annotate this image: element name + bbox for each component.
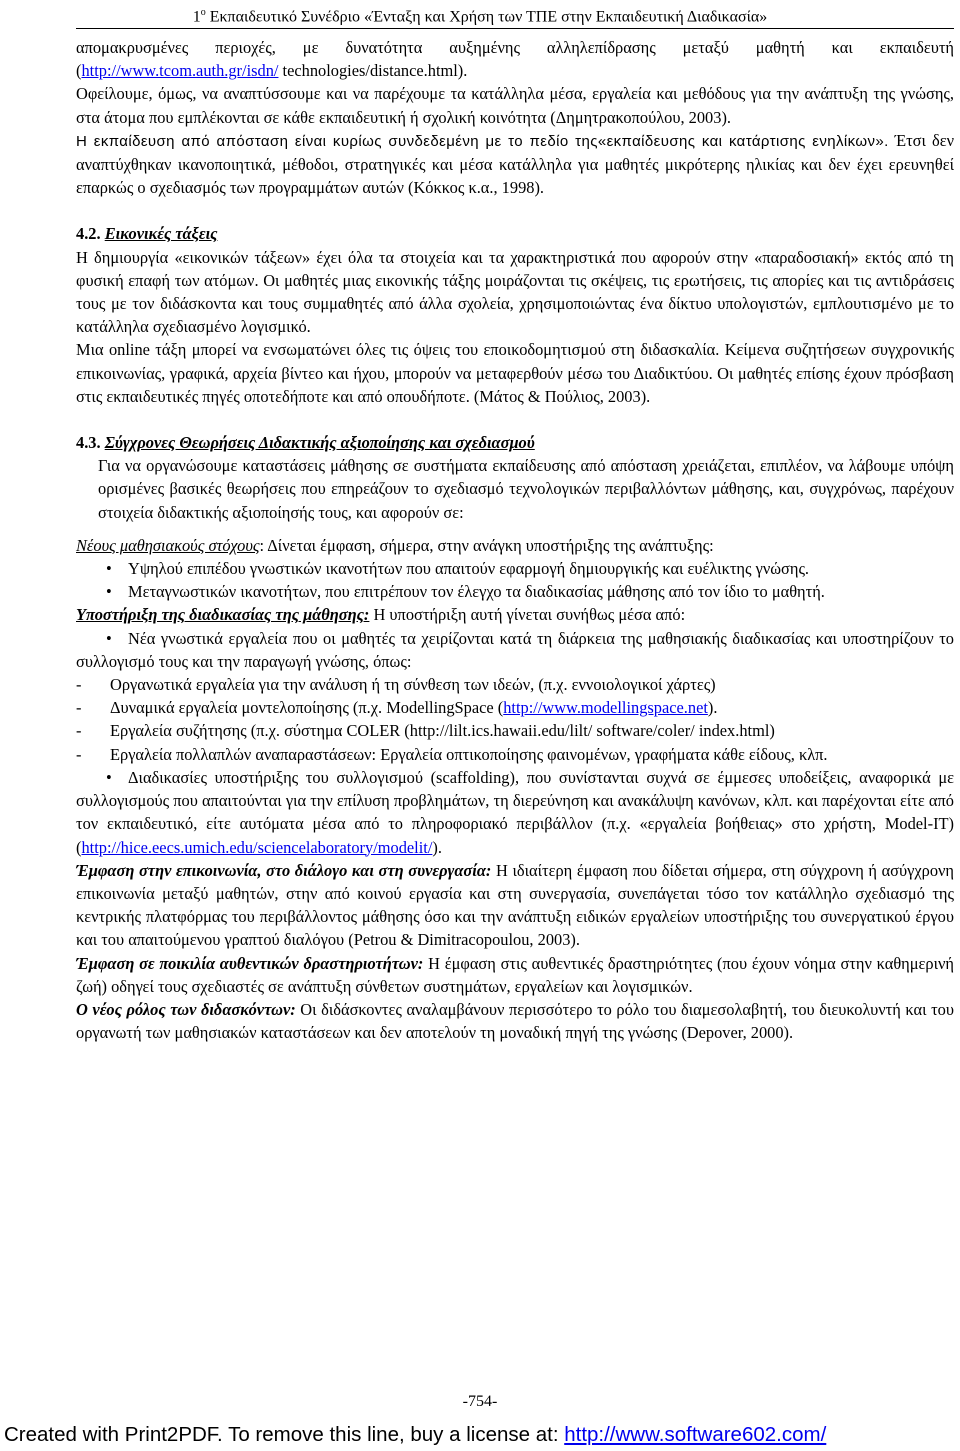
page-number: -754- [462, 1393, 498, 1410]
isdn-link[interactable]: http://www.tcom.auth.gr/isdn/ [81, 61, 279, 81]
tool-item-1 [76, 673, 954, 696]
header-rule [76, 28, 954, 29]
design-intro-paragraph: Για να οργανώσουμε καταστάσεις μάθησης σε συστήματα εκπαίδευσης από απόσταση χρειάζεται, επιπλέον, να λάβουμε υπόψη ορισμένες βασικές θεωρήσεις που επηρεάζουν το σχεδιασμό τεχνολογικών περιβαλλόντων μάθησης, και, συγχρόνως, παρέχουν στοιχεία διδακτικής αξιοποίησής τους, και αφορούν σε: [98, 456, 954, 522]
goals-paragraph [76, 534, 954, 557]
goal-item-2-text: Μεταγνωστικών ικανοτήτων, που επιτρέπουν τον έλεγχο τα διαδικασίας μάθησης από τον ίδιο το μαθητή. [128, 582, 825, 602]
goals-text: : Δίνεται έμφαση, σήμερα, στην ανάγκη υποστήριξης της ανάπτυξης: [259, 535, 714, 555]
header-title: Εκπαιδευτικό Συνέδριο «Ένταξη και Χρήση των ΤΠΕ στην Εκπαιδευτική Διαδικασία» [209, 8, 768, 26]
modelit-link[interactable]: http://hice.eecs.umich.edu/sciencelaboratory/modelit/ [81, 837, 433, 857]
goal-item-2 [76, 580, 954, 603]
teacher-role-text: Οι διδάσκοντες αναλαμβάνουν περισσότερο το ρόλο του διαμεσολαβητή, του διευκολυντή και του οργανωτή των μαθησιακών καταστάσεων και δεν αποτελούν τη μοναδική πηγή της γνώσης (Depover, 2000). [76, 999, 954, 1043]
bullet-icon: • [106, 767, 112, 787]
bullet-icon: • [106, 628, 112, 648]
intro-text-end: technologies/distance.html). [278, 61, 468, 81]
tool-item-2 [76, 696, 954, 719]
footer-text: Created with Print2PDF. To remove this line, buy a license at: [4, 1423, 565, 1446]
virtual-class-text-a: Η δημιουργία «εικονικών τάξεων» έχει όλα τα στοιχεία και τα χαρακτηριστικά που αφορούν στην «παραδοσιακή» εκτός από τη φυσική επαφή των ατόμων. [76, 247, 954, 290]
intro-text: απομακρυσμένες περιοχές, με δυνατότητα αυξημένης αλληλεπίδρασης μεταξύ μαθητή και εκπαιδευτή ( [76, 38, 954, 81]
dash-icon: - [76, 698, 82, 718]
authentic-activities-text: Η έμφαση στις αυθεντικές δραστηριότητες (που έχουν νόημα στην καθημερινή ζωή) οδηγεί τους σχεδιαστές σε ανάπτυξη σύνθετων συστημάτων, εργαλείων και λογισμικών. [76, 953, 954, 996]
tool-item-3 [76, 719, 954, 742]
support-label: Υποστήριξη της διαδικασίας της μάθησης: [76, 605, 370, 625]
adult-education-sentence: Η εκπαίδευση από απόσταση είναι κυρίως συνδεδεμένη με το πεδίο της«εκπαίδευσης και κατάρτισης ενηλίκων». [76, 132, 889, 150]
intro-paragraph [76, 36, 954, 82]
section-4-2-heading [76, 222, 954, 245]
section-4-2-number: 4.2. [76, 224, 101, 244]
page-body [76, 36, 954, 1044]
tool-item-2-end: ). [707, 698, 718, 718]
modellingspace-link[interactable]: http://www.modellingspace.net [503, 698, 708, 718]
support-item-2 [76, 766, 954, 859]
header-ordinal: ο [200, 7, 206, 18]
section-4-3-number: 4.3. [76, 433, 101, 453]
dash-icon: - [76, 721, 82, 741]
tool-item-1-text: Οργανωτικά εργαλεία για την ανάλυση ή τη σύνθεση των ιδεών, (π.χ. εννοιολογικοί χάρτες) [110, 675, 716, 695]
communication-text: Η ιδιαίτερη έμφαση που δίδεται σήμερα, στη σύγχρονη ή ασύγχρονη επικοινωνία μεταξύ μαθητών, στην από κοινού εργασία και στη συνεργασία, συνεπάγεται τόσο τον κατάλληλο σχεδιασμό της κεντρικής πλατφόρμας του περιβάλλοντος μάθησης όσο και την ανάπτυξη ειδικών εργαλείων υποστήριξης του συνεργατικού έργου και του απαιτούμενου γραπτού διαλόγου (Petrou & Dimitracopoulou, 2003). [76, 860, 954, 950]
communication-paragraph [76, 859, 954, 952]
authentic-activities-label: Έμφαση σε ποικιλία αυθεντικών δραστηριοτήτων: [76, 953, 424, 973]
teacher-role-label: Ο νέος ρόλος των διδασκόντων: [76, 999, 296, 1019]
virtual-class-text-b: Οι μαθητές μιας εικονικής τάξης μοιράζονται τις σκέψεις, τις ερωτήσεις, τις απορίες και τις αντιδράσεις τους με τον διδάσκοντα και τους συμμαθητές από άλλα σχολεία, χρησιμοποιώντας ένα δίκτυο υπολογιστών, εμπλουτισμένο με το κατάλληλα σχεδιασμένο λογισμικό. [76, 270, 954, 337]
section-4-3-heading [76, 431, 954, 454]
paragraph-adult-education [76, 129, 954, 200]
virtual-class-paragraph-2: Μια online τάξη μπορεί να ενσωματώνει όλες τις όψεις του εποικοδομητισμού στη διδασκαλία. Κείμενα συζητήσεων συγχρονικής επικοινωνίας, γραφικά, αρχεία βίντεο και ήχου, μπορούν να μεταφερθούν μέσω του Διαδικτύου. Οι μαθητές επίσης έχουν πρόσβαση στις εκπαιδευτικές πηγές οποτεδήποτε και από οπουδήποτε. (Μάτος & Πούλιος, 2003). [76, 340, 954, 406]
support-item-1 [76, 627, 954, 673]
software602-link[interactable]: http://www.software602.com/ [564, 1423, 827, 1446]
adult-education-rest: Έτσι δεν αναπτύχθηκαν ικανοποιητικά, μέθοδοι, στρατηγικές και μέσα κατάλληλα για μαθητές μικρότερης ηλικίας και δεν έχει ερευνηθεί επαρκώς ο σχεδιασμός των προγραμμάτων αυτών (Κόκκος κ.α., 1998). [76, 130, 954, 198]
header-number: 1 [192, 8, 201, 26]
section-4-2-title: Εικονικές τάξεις [104, 224, 218, 244]
bullet-icon: • [106, 559, 112, 579]
tool-item-3-text: Εργαλεία συζήτησης (π.χ. σύστημα COLER (http://lilt.ics.hawaii.edu/lilt/ software/coler/ index.html) [110, 721, 775, 741]
paragraph-tools: Οφείλουμε, όμως, να αναπτύσσουμε και να παρέχουμε τα κατάλληλα μέσα, εργαλεία και μεθόδους για την ανάπτυξη της γνώσης, στα άτομα που εμπλέκονται σε κάθε εκπαιδευτική ή σχολική κοινότητα (Δημητρακοπούλου, 2003). [76, 84, 954, 127]
virtual-class-paragraph-1 [76, 246, 954, 339]
goal-item-1 [76, 557, 954, 580]
goal-item-1-text: Υψηλού επιπέδου γνωστικών ικανοτήτων που απαιτούν εφαρμογή δημιουργικής και ευέλικτης γνώσης. [128, 559, 810, 579]
print2pdf-footer [4, 1422, 826, 1448]
goals-label: Νέους μαθησιακούς στόχους [76, 535, 260, 555]
communication-label: Έμφαση στην επικοινωνία, στο διάλογο και στη συνεργασία: [76, 860, 492, 880]
page-header [0, 0, 960, 28]
support-item-2-text: Διαδικασίες υποστήριξης του συλλογισμού (scaffolding), που συνίστανται συχνά σε έμμεσες υποδείξεις, αναφορικά με συλλογισμούς που απαιτούνται για την επίλυση προβλημάτων, τη διερεύνηση και ανακάλυψη κανόνων, κλπ. και παρέχονται είτε από τον εκπαιδευτικό, είτε αυτόματα μέσα από το πληροφοριακό περιβάλλον (π.χ. «εργαλεία βοήθειας» στο χρήστη, Model-IT) ( [76, 767, 954, 857]
tool-item-2-text: Δυναμικά εργαλεία μοντελοποίησης (π.χ. ModellingSpace ( [110, 698, 504, 718]
dash-icon: - [76, 675, 82, 695]
section-4-3-title: Σύγχρονες Θεωρήσεις Διδακτικής αξιοποίησης και σχεδιασμού [104, 433, 535, 453]
bullet-icon: • [106, 582, 112, 602]
support-paragraph [76, 603, 954, 626]
tool-item-4 [76, 743, 954, 766]
dash-icon: - [76, 744, 82, 764]
authentic-activities-paragraph [76, 952, 954, 998]
teacher-role-paragraph [76, 998, 954, 1044]
support-item-1-text: Νέα γνωστικά εργαλεία που οι μαθητές τα χειρίζονται κατά τη διάρκεια της μαθησιακής διαδικασίας και υποστηρίζουν το συλλογισμό τους και την παραγωγή γνώσης, όπως: [76, 628, 954, 671]
tool-item-4-text: Εργαλεία πολλαπλών αναπαραστάσεων: Εργαλεία οπτικοποίησης φαινομένων, γραφήματα κάθε είδους, κλπ. [110, 744, 828, 764]
support-text: Η υποστήριξη αυτή γίνεται συνήθως μέσα από: [369, 605, 686, 625]
support-item-2-end: ). [432, 837, 442, 857]
